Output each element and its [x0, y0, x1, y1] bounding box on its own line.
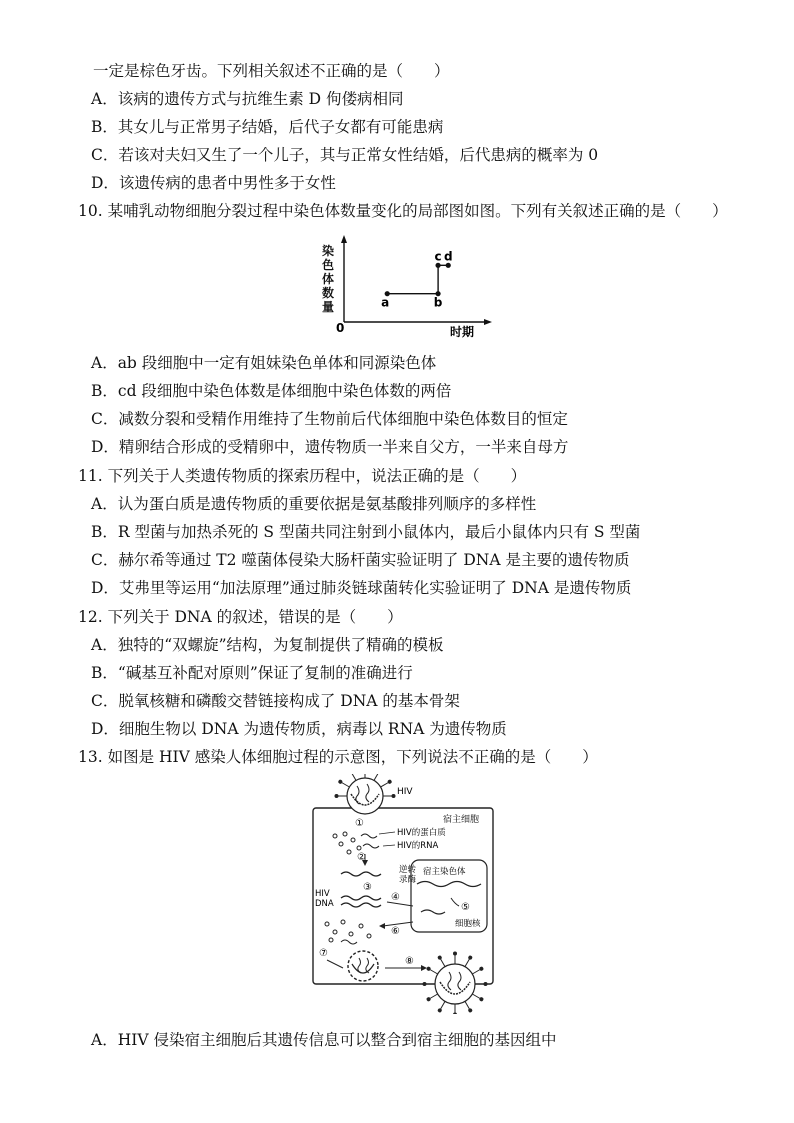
q12-stem: 12. 下列关于 DNA 的叙述，错误的是（ ） — [78, 608, 403, 626]
q10-option-c: C．减数分裂和受精作用维持了生物前后代体细胞中染色体数目的恒定 — [91, 410, 568, 428]
step-5: ⑤ — [461, 902, 470, 913]
host-chromosome — [417, 882, 481, 887]
step-6: ⑥ — [391, 926, 400, 937]
host-chromosome-label: 宿主染色体 — [423, 867, 466, 877]
hiv-dna-label-2: DNA — [315, 899, 334, 909]
point-c — [435, 263, 440, 268]
point-label-c: c — [434, 249, 442, 264]
hiv-protein-label: HIV的蛋白质 — [397, 828, 446, 838]
step-1: ① — [355, 818, 364, 829]
hiv-dna-label-1: HIV — [315, 889, 330, 899]
q13-stem: 13. 如图是 HIV 感染人体细胞过程的示意图，下列说法不正确的是（ ） — [78, 748, 598, 766]
arrowhead — [421, 965, 427, 971]
reverse-transcriptase-label-1: 逆转 — [399, 865, 417, 875]
q11-option-c: C．赫尔希等通过 T2 噬菌体侵染大肠杆菌实验证明了 DNA 是主要的遗传物质 — [91, 551, 630, 569]
q11-stem: 11. 下列关于人类遗传物质的探索历程中，说法正确的是（ ） — [78, 467, 527, 485]
point-d — [446, 263, 451, 268]
origin-label: 0 — [336, 321, 345, 335]
q12-option-c: C．脱氧核糖和磷酸交替链接构成了 DNA 的基本骨架 — [91, 692, 460, 710]
q12-option-d: D．细胞生物以 DNA 为遗传物质，病毒以 RNA 为遗传物质 — [91, 720, 507, 738]
hiv-infection-diagram — [305, 774, 505, 1014]
y-label-char: 染 — [321, 244, 335, 258]
y-label-char: 体 — [321, 272, 335, 286]
transcribed-rna — [421, 910, 445, 914]
q11-option-b: B．R 型菌与加热杀死的 S 型菌共同注射到小鼠体内，最后小鼠体内只有 S 型菌 — [91, 523, 641, 541]
step-8: ⑧ — [405, 956, 414, 967]
q9-stem-end: 一定是棕色牙齿。下列相关叙述不正确的是（ ） — [93, 62, 450, 80]
q12-option-a: A．独特的“双螺旋”结构，为复制提供了精确的模板 — [91, 636, 444, 654]
step-3: ③ — [363, 882, 372, 893]
y-axis-arrow — [341, 235, 347, 243]
arrow-7 — [327, 960, 343, 968]
q10-stem: 10. 某哺乳动物细胞分裂过程中染色体数量变化的局部图如图。下列有关叙述正确的是（ ） — [78, 202, 728, 220]
host-cell-label: 宿主细胞 — [443, 815, 480, 825]
x-axis-label: 时期 — [449, 325, 475, 339]
step-4: ④ — [391, 892, 400, 903]
reverse-transcriptase-label-2: 录酶 — [399, 875, 417, 885]
q11-option-a: A．认为蛋白质是遗传物质的重要依据是氨基酸排列顺序的多样性 — [91, 495, 537, 513]
point-label-b: b — [433, 295, 443, 310]
assembling-virion — [348, 951, 378, 981]
q11-option-d: D．艾弗里等运用“加法原理”通过肺炎链球菌转化实验证明了 DNA 是遗传物质 — [91, 579, 632, 597]
series-line — [387, 265, 448, 293]
q9-option-a: A．该病的遗传方式与抗维生素 D 佝偻病相同 — [91, 90, 404, 108]
y-axis-label — [321, 243, 334, 314]
step-2: ② — [357, 852, 366, 863]
q13-option-a: A．HIV 侵染宿主细胞后其遗传信息可以整合到宿主细胞的基因组中 — [91, 1031, 557, 1049]
q10-option-b: B．cd 段细胞中染色体数是体细胞中染色体数的两倍 — [91, 382, 452, 400]
step-7: ⑦ — [319, 948, 328, 959]
q12-option-b: B．“碱基互补配对原则”保证了复制的准确进行 — [91, 664, 413, 682]
q10-option-d: D．精卵结合形成的受精卵中，遗传物质一半来自父方，一半来自母方 — [91, 438, 569, 456]
arrow-5 — [451, 898, 459, 906]
new-proteins-and-rna — [325, 920, 371, 944]
nucleus-label: 细胞核 — [455, 919, 481, 929]
released-proteins — [333, 832, 379, 854]
point-label-d: d — [443, 249, 453, 264]
hiv-dna-strand-1 — [341, 896, 381, 900]
rna-pointer — [383, 845, 395, 846]
hiv-label: HIV — [397, 787, 413, 797]
q9-option-d: D．该遗传病的患者中男性多于女性 — [91, 174, 336, 192]
y-label-char: 色 — [321, 258, 335, 272]
q9-option-c: C．若该对夫妇又生了一个儿子，其与正常女性结婚，后代患病的概率为 0 — [91, 146, 599, 164]
hiv-rna-strand — [341, 872, 381, 876]
q9-option-b: B．其女儿与正常男子结婚，后代子女都有可能患病 — [91, 118, 444, 136]
hiv-dna-strand-2 — [341, 903, 381, 907]
x-axis-arrow — [484, 319, 492, 325]
y-label-char: 数 — [321, 286, 335, 300]
protein-pointer — [379, 832, 395, 834]
arrow-4 — [387, 902, 413, 906]
arrowhead — [379, 923, 385, 929]
hiv-rna-label: HIV的RNA — [397, 841, 439, 851]
y-label-char: 量 — [321, 300, 335, 314]
chromosome-count-chart — [312, 232, 498, 342]
point-label-a: a — [381, 295, 390, 310]
q10-option-a: A．ab 段细胞中一定有姐妹染色单体和同源染色体 — [91, 354, 437, 372]
hiv-virion-released — [423, 952, 488, 1015]
